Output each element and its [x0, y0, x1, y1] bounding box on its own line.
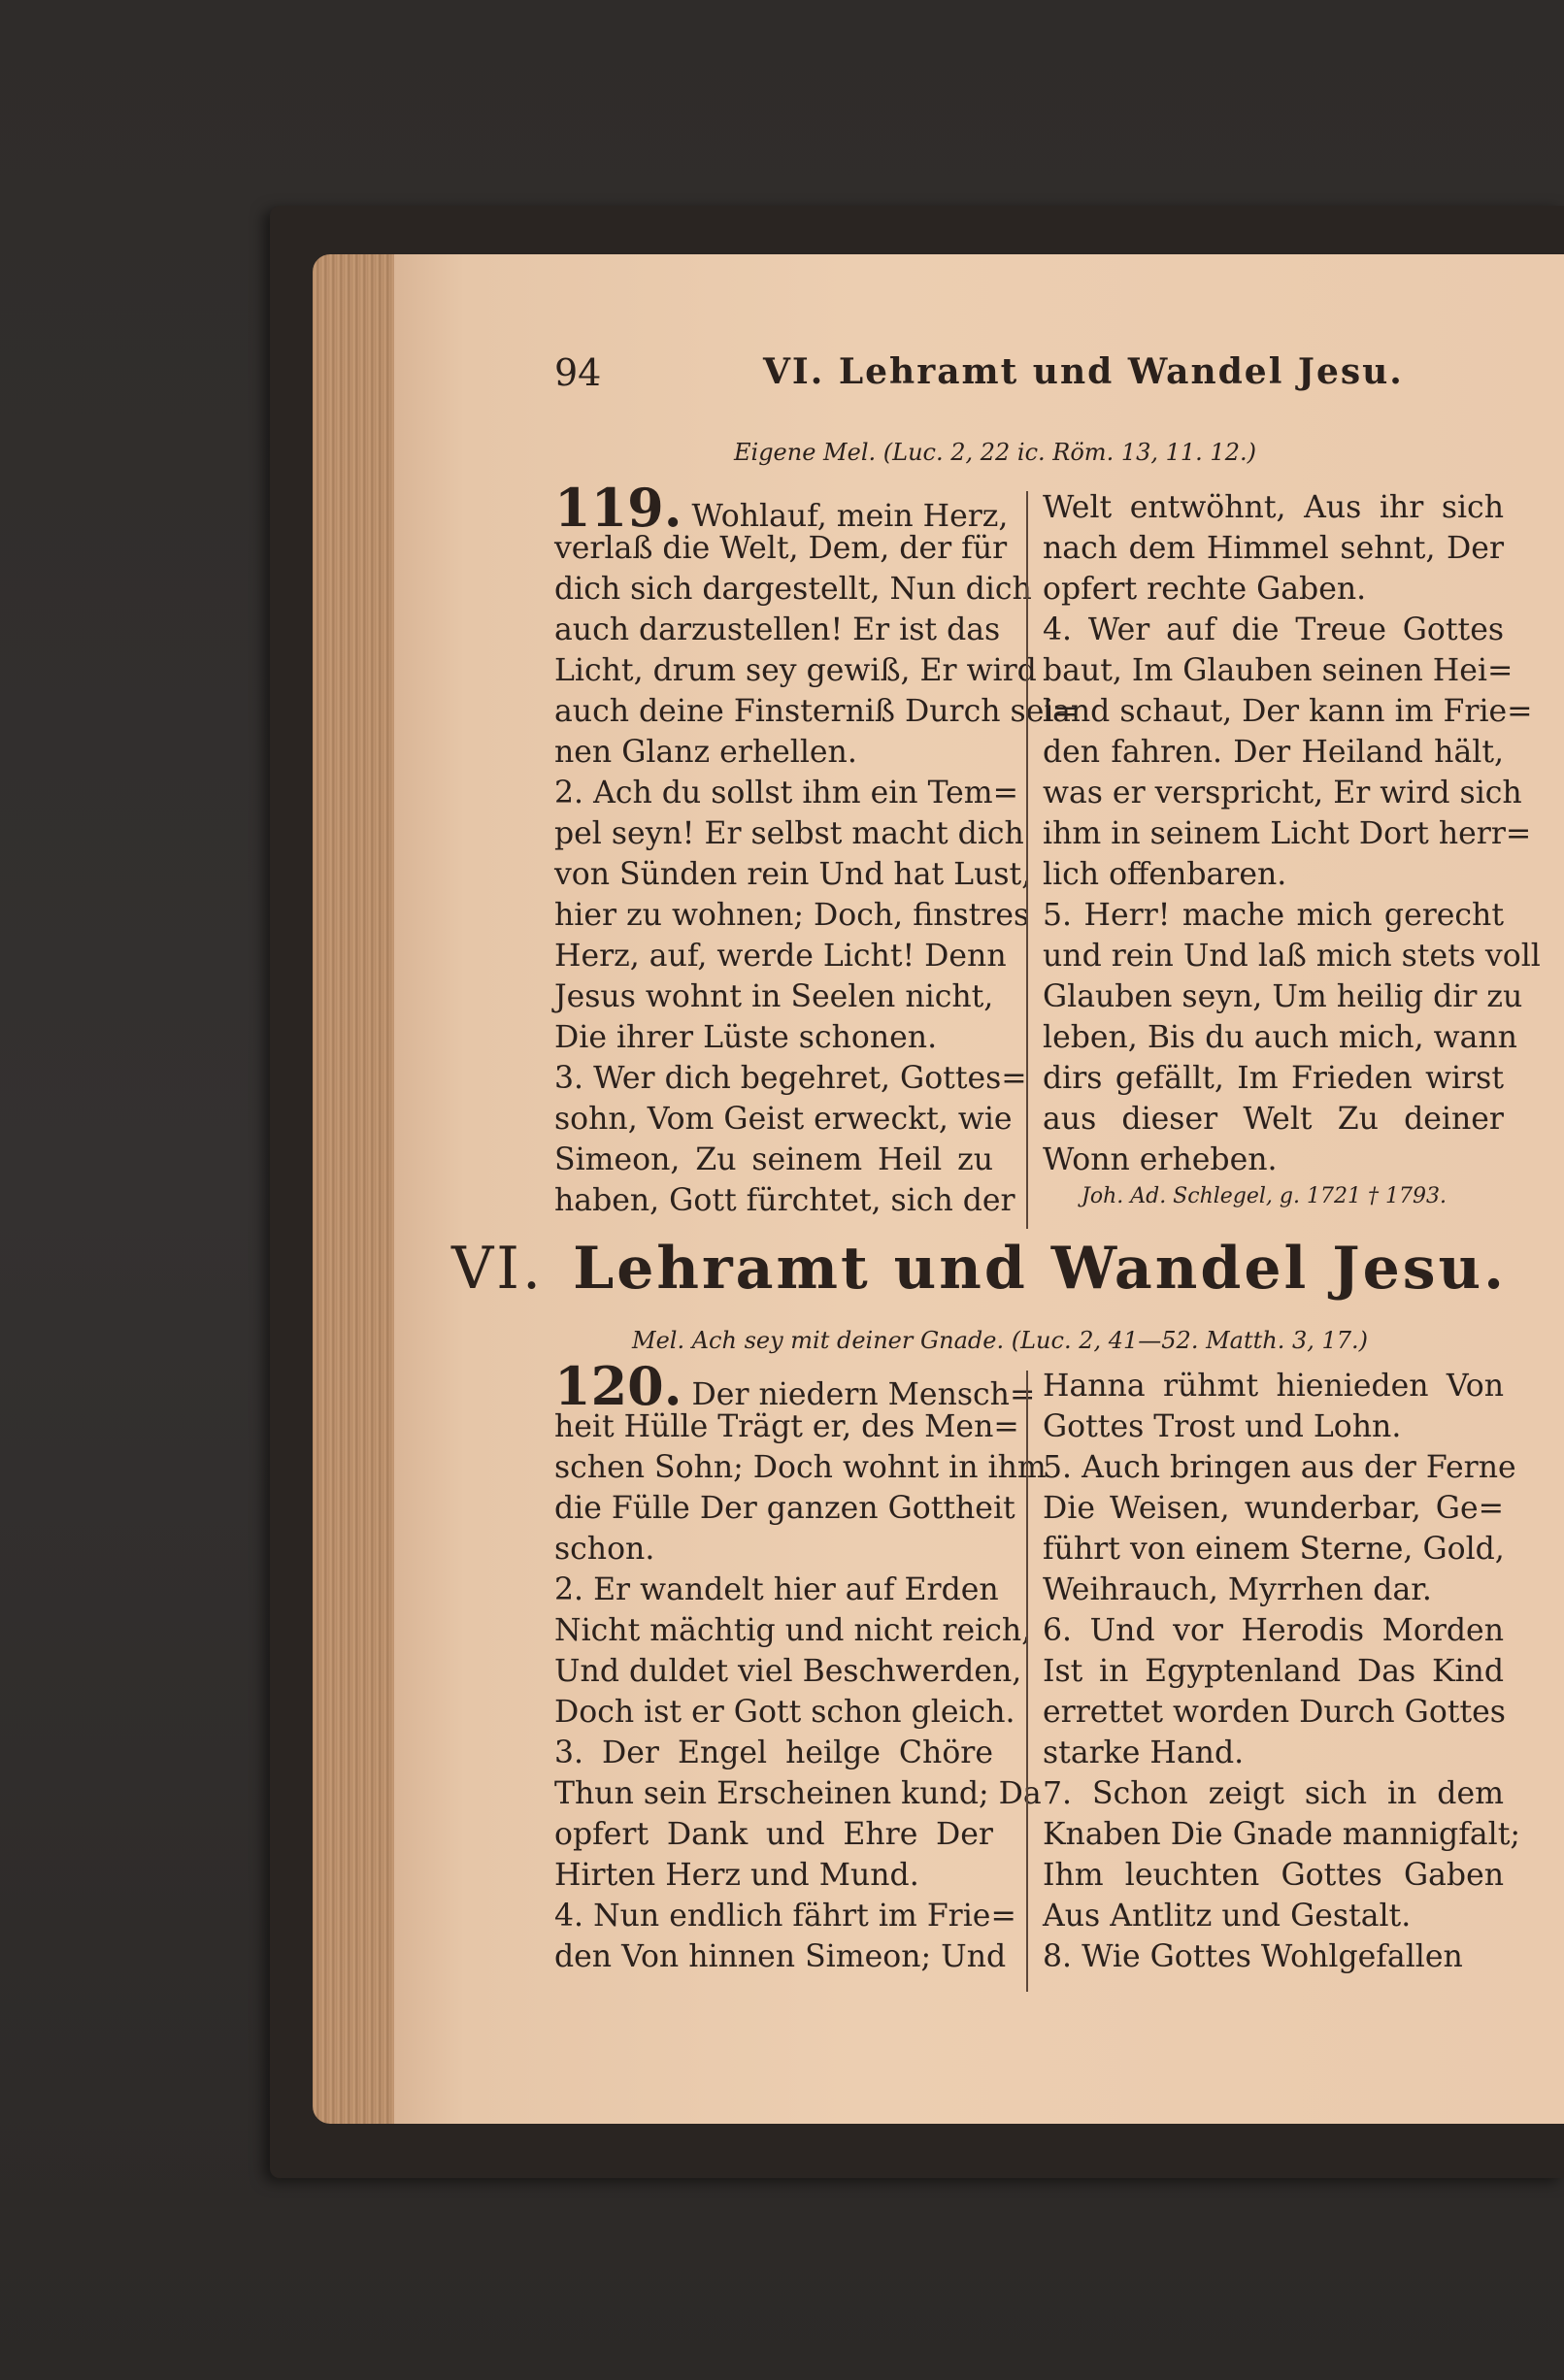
verse-line: Nicht mächtig und nicht reich,: [554, 1613, 1032, 1648]
verse-line: lich offenbaren.: [1043, 857, 1287, 892]
verse-line: land schaut, Der kann im Frie=: [1043, 694, 1533, 729]
hymn-120-right-column: [1043, 1366, 1520, 1977]
verse-line: Knaben Die Gnade mannigfalt;: [1043, 1817, 1520, 1852]
verse-line: was er verspricht, Er wird sich: [1043, 776, 1522, 810]
verse-line: pel seyn! Er selbst macht dich: [554, 816, 1024, 851]
verse-line: nach dem Himmel sehnt, Der: [1043, 531, 1504, 566]
verse-line: Weihrauch, Myrrhen dar.: [1043, 1572, 1432, 1607]
verse-line: Simeon, Zu seinem Heil zu: [554, 1142, 993, 1177]
verse-line: haben, Gott fürchtet, sich der: [554, 1183, 1015, 1218]
verse-line: Jesus wohnt in Seelen nicht,: [554, 979, 994, 1014]
verse-line: 4. Nun endlich fährt im Frie=: [554, 1899, 1016, 1934]
verse-line: sohn, Vom Geist erweckt, wie: [554, 1102, 1013, 1137]
verse-line: schon.: [554, 1532, 655, 1567]
verse-line: Herz, auf, werde Licht! Denn: [554, 939, 1007, 974]
hymn-120-left-column: [554, 1355, 1047, 1977]
verse-line: Ist in Egyptenland Das Kind: [1043, 1654, 1504, 1689]
section-numeral: VI.: [450, 1235, 545, 1303]
verse-line: von Sünden rein Und hat Lust,: [554, 857, 1032, 892]
verse-line: auch darzustellen! Er ist das: [554, 612, 1001, 647]
verse-line: Gottes Trost und Lohn.: [1043, 1409, 1402, 1444]
verse-line: Die Weisen, wunderbar, Ge=: [1043, 1491, 1504, 1526]
verse-line: Hirten Herz und Mund.: [554, 1858, 919, 1893]
verse-line: 3. Wer dich begehret, Gottes=: [554, 1061, 1027, 1096]
verse-line: Wonn erheben.: [1043, 1142, 1278, 1177]
verse-line: starke Hand.: [1043, 1735, 1245, 1770]
verse-line: Hanna rühmt hienieden Von: [1043, 1369, 1504, 1404]
verse-line: schen Sohn; Doch wohnt in ihm: [554, 1450, 1047, 1485]
section-heading: [394, 1235, 1564, 1303]
verse-line: den Von hinnen Simeon; Und: [554, 1939, 1007, 1974]
hymn-119-left-column: [554, 477, 1080, 1221]
verse-line: opfert rechte Gaben.: [1043, 572, 1367, 607]
verse-line: dirs gefällt, Im Frieden wirst: [1043, 1061, 1504, 1096]
verse-line: 4. Wer auf die Treue Gottes: [1043, 612, 1504, 647]
hymn-number-120: 120.: [554, 1355, 682, 1417]
hymn-119-melody-note: Eigene Mel. (Luc. 2, 22 ic. Röm. 13, 11. 12.): [734, 439, 1256, 466]
column-divider: [1026, 491, 1028, 1229]
verse-line: nen Glanz erhellen.: [554, 735, 857, 770]
verse-line: leben, Bis du auch mich, wann: [1043, 1020, 1517, 1055]
verse-line: baut, Im Glauben seinen Hei=: [1043, 653, 1514, 688]
verse-line: führt von einem Sterne, Gold,: [1043, 1532, 1505, 1567]
verse-line: hier zu wohnen; Doch, finstres: [554, 898, 1030, 933]
verse-line: 6. Und vor Herodis Morden: [1043, 1613, 1504, 1648]
book-page: [394, 254, 1564, 2124]
hymn-119-right-column: [1043, 487, 1541, 1180]
verse-line: errettet worden Durch Gottes: [1043, 1695, 1506, 1730]
verse-line: die Fülle Der ganzen Gottheit: [554, 1491, 1015, 1526]
verse-line: Thun sein Erscheinen kund; Da: [554, 1776, 1042, 1811]
page-number: 94: [554, 351, 602, 394]
verse-line: Und duldet viel Beschwerden,: [554, 1654, 1022, 1689]
verse-line: heit Hülle Trägt er, des Men=: [554, 1409, 1019, 1444]
verse-line: Welt entwöhnt, Aus ihr sich: [1043, 490, 1504, 525]
verse-line: opfert Dank und Ehre Der: [554, 1817, 993, 1852]
verse-line: 8. Wie Gottes Wohlgefallen: [1043, 1939, 1463, 1974]
verse-line: und rein Und laß mich stets voll: [1043, 939, 1541, 974]
verse-line: verlaß die Welt, Dem, der für: [554, 531, 1008, 566]
running-title: VI. Lehramt und Wandel Jesu.: [763, 351, 1404, 392]
verse-line: ihm in seinem Licht Dort herr=: [1043, 816, 1532, 851]
running-head: [394, 351, 1564, 410]
verse-line: Licht, drum sey gewiß, Er wird: [554, 653, 1037, 688]
verse-line: Glauben seyn, Um heilig dir zu: [1043, 979, 1523, 1014]
verse-line: 5. Herr! mache mich gerecht: [1043, 898, 1504, 933]
verse-line: 7. Schon zeigt sich in dem: [1043, 1776, 1504, 1811]
hymn-number-119: 119.: [554, 477, 682, 539]
verse-line: 5. Auch bringen aus der Ferne: [1043, 1450, 1516, 1485]
verse-line: Ihm leuchten Gottes Gaben: [1043, 1858, 1504, 1893]
verse-line: 3. Der Engel heilge Chöre: [554, 1735, 993, 1770]
hymn-119-first-line: 119. Wohlauf, mein Herz,: [554, 477, 1009, 539]
verse-line: Doch ist er Gott schon gleich.: [554, 1695, 1015, 1730]
verse-line: den fahren. Der Heiland hält,: [1043, 735, 1504, 770]
verse-line: Die ihrer Lüste schonen.: [554, 1020, 938, 1055]
verse-line: auch deine Finsterniß Durch sei=: [554, 694, 1080, 729]
section-title: Lehramt und Wandel Jesu.: [573, 1235, 1508, 1303]
column-divider: [1026, 1371, 1028, 1992]
page-edges: [313, 254, 402, 2124]
hymn-120-first-line: 120. Der niedern Mensch=: [554, 1355, 1036, 1417]
hymn-120-melody-note: Mel. Ach sey mit deiner Gnade. (Luc. 2, 41—52. Matth. 3, 17.): [632, 1327, 1369, 1354]
verse-line: Aus Antlitz und Gestalt.: [1043, 1899, 1412, 1934]
verse-line: aus dieser Welt Zu deiner: [1043, 1102, 1504, 1137]
verse-line: 2. Ach du sollst ihm ein Tem=: [554, 776, 1019, 810]
hymn-119-author: Joh. Ad. Schlegel, g. 1721 † 1793.: [1081, 1184, 1447, 1208]
verse-line: 2. Er wandelt hier auf Erden: [554, 1572, 999, 1607]
verse-line: dich sich dargestellt, Nun dich: [554, 572, 1032, 607]
